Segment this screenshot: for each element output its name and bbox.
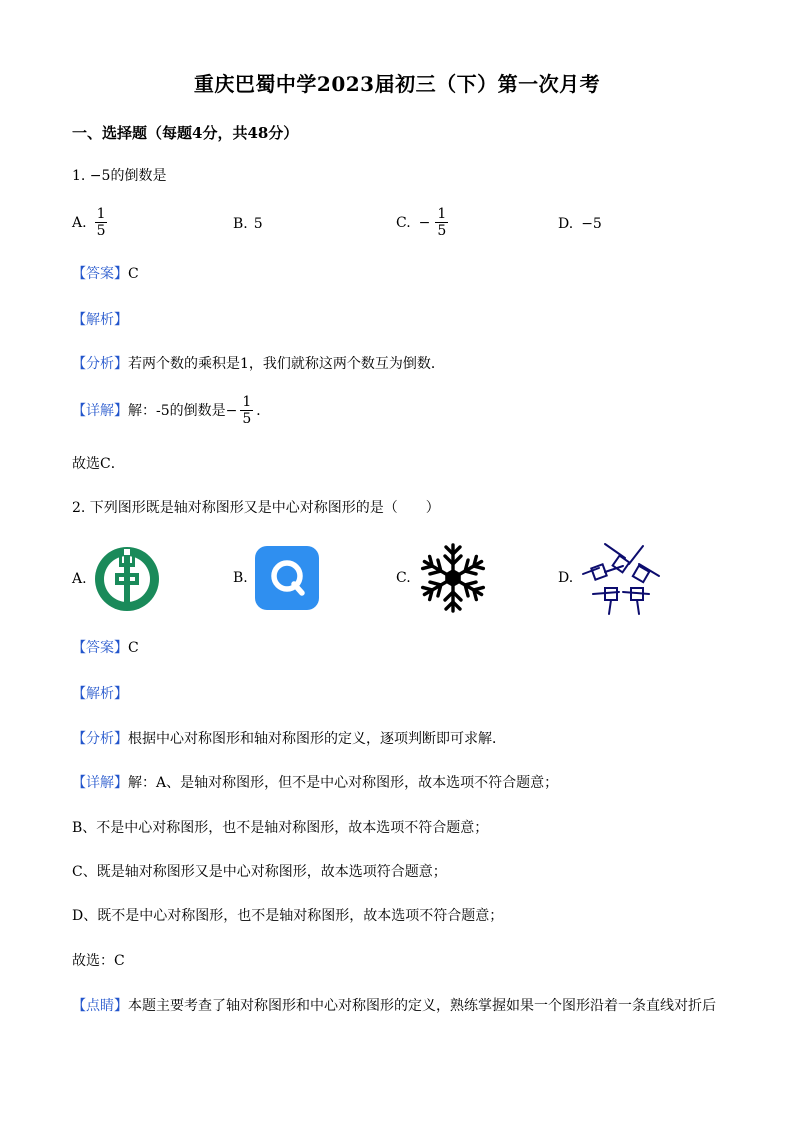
q1-xiangjie: [72, 394, 270, 427]
q2-dianjing: [72, 996, 716, 1016]
q2-option-d: [558, 540, 663, 616]
q1-option-b-value: 5: [253, 216, 263, 232]
q2-line-c: C、既是轴对称图形又是中心对称图形，故本选项符合题意；: [72, 864, 447, 880]
q2-option-c-label: C.: [396, 570, 411, 586]
q1-option-c: [396, 206, 451, 239]
analysis-tag: 【解析】: [72, 686, 128, 702]
q2-fenxi: [72, 729, 506, 749]
q2-answer: [72, 638, 139, 658]
q2-option-a: [72, 545, 161, 613]
q1-option-c-label: C.: [396, 214, 411, 231]
q2-option-a-label: A.: [72, 571, 87, 587]
q1-option-a: [72, 206, 110, 239]
q2-option-d-label: D.: [558, 570, 574, 586]
q1-option-c-fraction: [435, 206, 448, 239]
answer-value: C: [128, 640, 139, 656]
q1-conclusion: 故选C．: [72, 456, 125, 472]
q2-line-d: D、既不是中心对称图形，也不是轴对称图形，故本选项不符合题意；: [72, 908, 504, 924]
q2-analysis-heading: [72, 684, 128, 704]
q1-option-b: [233, 216, 263, 232]
xiangjie-text: 解：A、是轴对称图形，但不是中心对称图形，故本选项不符合题意；: [128, 775, 559, 791]
q2-conclusion: 故选：C: [72, 953, 125, 969]
q1-option-b-label: B.: [233, 216, 248, 232]
snowflake-icon: [417, 542, 489, 614]
section-heading: 一、选择题（每题4分，共48分）: [72, 124, 299, 142]
fenxi-text: 根据中心对称图形和轴对称图形的定义，逐项判断即可求解．: [128, 731, 506, 747]
answer-tag: 【答案】: [72, 640, 128, 656]
fenxi-tag: 【分析】: [72, 731, 128, 747]
q2-line-b: B、不是中心对称图形，也不是轴对称图形，故本选项不符合题意；: [72, 820, 489, 836]
q2-xiangjie: [72, 773, 558, 793]
q-app-logo-icon: [254, 545, 320, 611]
q1-option-d: [558, 216, 602, 232]
q1-option-a-label: A.: [72, 214, 87, 231]
fraction-denominator: 5: [437, 223, 447, 239]
fraction-numerator: 1: [437, 206, 447, 222]
fraction-numerator: 1: [242, 394, 252, 410]
xiangjie-fraction: [240, 394, 253, 427]
fenxi-text: 若两个数的乘积是1，我们就称这两个数互为倒数．: [128, 356, 445, 372]
q2-option-b-label: B.: [233, 570, 248, 586]
agricultural-bank-logo-icon: [93, 545, 161, 613]
q1-option-d-label: D.: [558, 216, 574, 232]
q1-answer: [72, 264, 139, 284]
dianjing-tag: 【点睛】: [72, 998, 128, 1014]
q2-stem: 2. 下列图形既是轴对称图形又是中心对称图形的是（ ）: [72, 500, 440, 516]
dianjing-text: 本题主要考查了轴对称图形和中心对称图形的定义，熟练掌握如果一个图形沿着一条直线对折后: [128, 998, 716, 1014]
answer-value: C: [128, 266, 139, 282]
q1-fenxi: [72, 354, 445, 374]
answer-tag: 【答案】: [72, 266, 128, 282]
xiangjie-tag: 【详解】: [72, 402, 128, 419]
fraction-denominator: 5: [96, 223, 106, 239]
xiangjie-text: 解：-5的倒数是−: [128, 402, 238, 419]
fraction-numerator: 1: [96, 206, 106, 222]
xiangjie-end: ．: [256, 402, 271, 419]
q1-stem: 1. −5的倒数是: [72, 168, 167, 184]
q1-option-c-sign: −: [418, 214, 431, 231]
q1-analysis-heading: [72, 310, 128, 330]
xiangjie-tag: 【详解】: [72, 775, 128, 791]
analysis-tag: 【解析】: [72, 312, 128, 328]
exam-title: 重庆巴蜀中学2023届初三（下）第一次月考: [193, 72, 601, 96]
q1-option-d-value: −5: [581, 216, 602, 232]
q2-option-c: [396, 542, 489, 614]
q1-option-a-fraction: [95, 206, 108, 239]
fenxi-tag: 【分析】: [72, 356, 128, 372]
four-flags-figure-icon: [579, 540, 663, 616]
fraction-denominator: 5: [242, 411, 252, 427]
q2-option-b: [233, 545, 320, 611]
